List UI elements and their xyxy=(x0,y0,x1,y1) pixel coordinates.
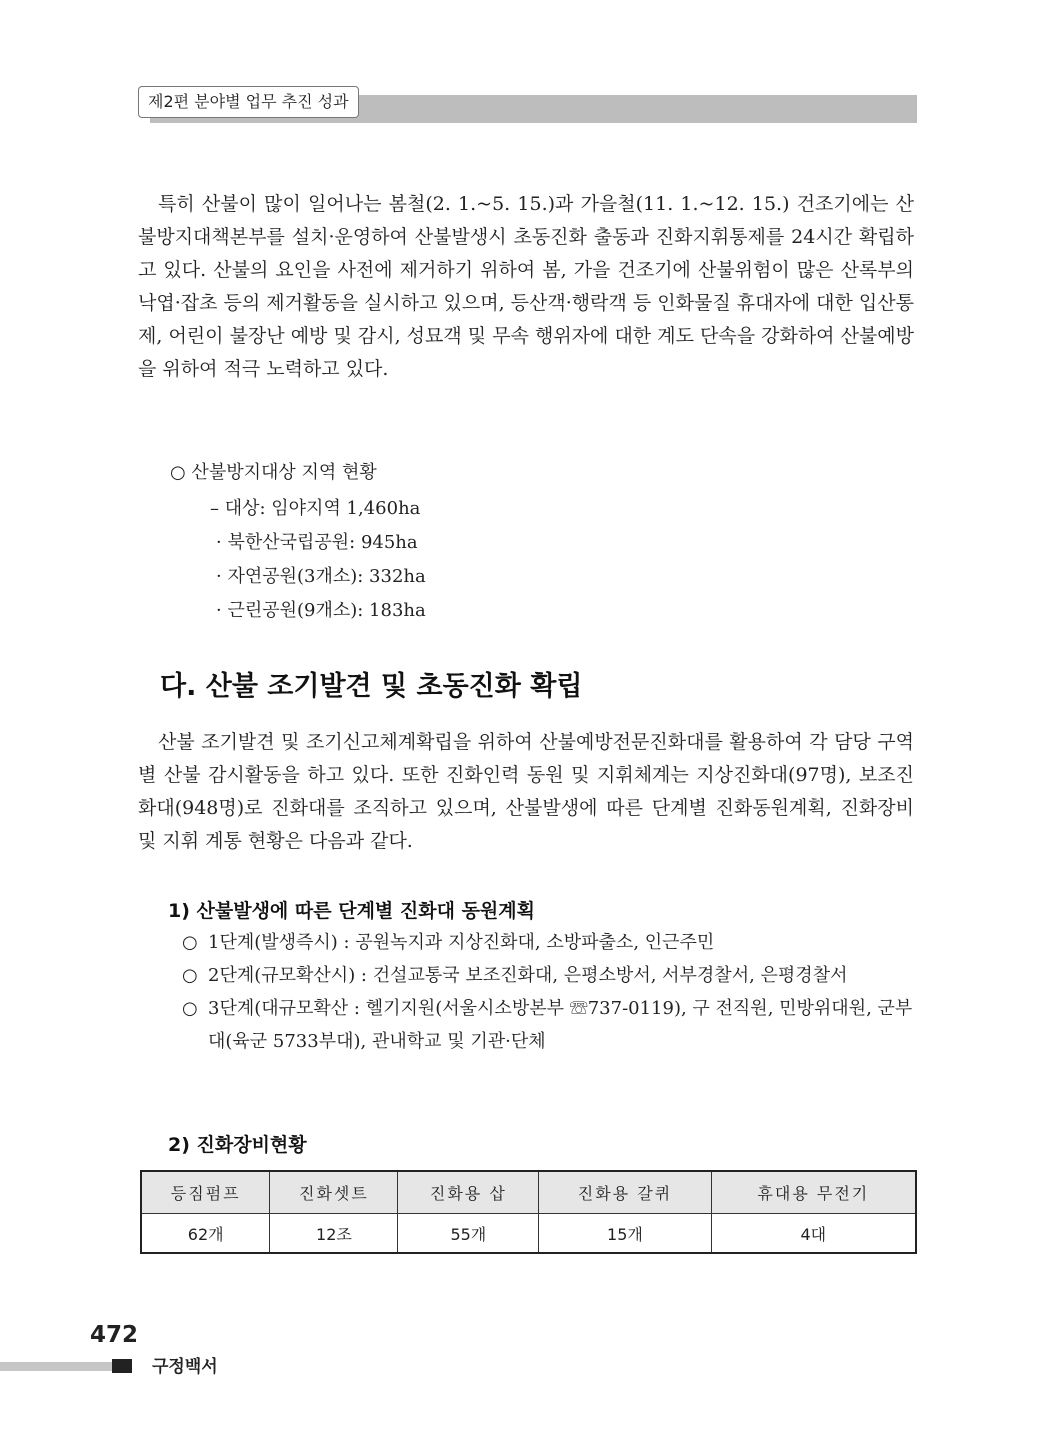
equipment-title: 2) 진화장비현황 xyxy=(168,1134,307,1156)
mobilization-steps xyxy=(182,926,922,1058)
table-cell: 15개 xyxy=(539,1214,711,1254)
table-row xyxy=(141,1214,916,1254)
table-cell: 62개 xyxy=(141,1214,270,1254)
table-header-cell: 진화셋트 xyxy=(270,1171,398,1214)
table-header-cell: 휴대용 무전기 xyxy=(711,1171,916,1214)
intro-text: 특히 산불이 많이 일어나는 봄철(2. 1.~5. 15.)과 가을철(11. 1.~12. 15.) 건조기에는 산불방지대책본부를 설치·운영하여 산불발생시 초동진화 출동과 진화지휘통제를 24시간 확립하고 있다. 산불의 요인을 사전에 제거하기 위하여 봄, 가을 건조기에 산불위험이 많은 산록부의 낙엽·잡초 등의 제거활동을 실시하고 있으며, 등산객·행락객 등 인화물질 휴대자에 대한 입산통제, 어린이 불장난 예방 및 감시, 성묘객 및 무속 행위자에 대한 계도 단속을 강화하여 산불예방을 위하여 적극 노력하고 있다. xyxy=(138,193,914,380)
table-cell: 55개 xyxy=(398,1214,539,1254)
bullet-icon: ○ xyxy=(182,932,198,953)
table-cell: 12조 xyxy=(270,1214,398,1254)
page-number: 472 xyxy=(90,1322,139,1348)
area-list-target: – 대상: 임야지역 1,460ha xyxy=(210,498,421,519)
footer-block xyxy=(112,1359,132,1373)
area-list-title: ○ 산불방지대상 지역 현황 xyxy=(170,462,377,483)
mobilization-step xyxy=(182,959,922,992)
step-text: 3단계(대규모확산 : 헬기지원(서울시소방본부 ☏737-0119), 구 전직원, 민방위대원, 군부대(육군 5733부대), 관내학교 및 기관·단체 xyxy=(208,998,913,1052)
section-header: 제2편 분야별 업무 추진 성과 xyxy=(138,86,359,118)
step-text: 2단계(규모확산시) : 건설교통국 보조진화대, 은평소방서, 서부경찰서, 은평경찰서 xyxy=(208,965,848,986)
intro-paragraph xyxy=(138,188,914,386)
table-header-cell: 등짐펌프 xyxy=(141,1171,270,1214)
table-cell: 4대 xyxy=(711,1214,916,1254)
table-header-row xyxy=(141,1171,916,1214)
section-text: 산불 조기발견 및 조기신고체계확립을 위하여 산불예방전문진화대를 활용하여 각 담당 구역별 산불 감시활동을 하고 있다. 또한 진화인력 동원 및 지휘체계는 지상진화대(97명), 보조진화대(948명)로 진화대를 조직하고 있으며, 산불발생에 따른 단계별 진화동원계획, 진화장비 및 지휘 계통 현황은 다음과 같다. xyxy=(138,731,914,852)
mobilization-step xyxy=(182,992,922,1058)
equipment-table xyxy=(140,1170,917,1254)
table-header-cell: 진화용 삽 xyxy=(398,1171,539,1214)
area-list-item: · 북한산국립공원: 945ha xyxy=(216,532,418,553)
area-list-item: · 근린공원(9개소): 183ha xyxy=(216,600,426,621)
table-header-cell: 진화용 갈퀴 xyxy=(539,1171,711,1214)
mobilization-title: 1) 산불발생에 따른 단계별 진화대 동원계획 xyxy=(168,900,535,922)
section-paragraph xyxy=(138,726,914,858)
bullet-icon: ○ xyxy=(182,965,198,986)
book-title: 구정백서 xyxy=(152,1357,218,1377)
bullet-icon: ○ xyxy=(182,998,198,1019)
area-list-item: · 자연공원(3개소): 332ha xyxy=(216,566,426,587)
mobilization-step xyxy=(182,926,922,959)
section-title: 다. 산불 조기발견 및 초동진화 확립 xyxy=(160,671,583,702)
footer-bar xyxy=(0,1362,112,1371)
step-text: 1단계(발생즉시) : 공원녹지과 지상진화대, 소방파출소, 인근주민 xyxy=(208,932,715,953)
